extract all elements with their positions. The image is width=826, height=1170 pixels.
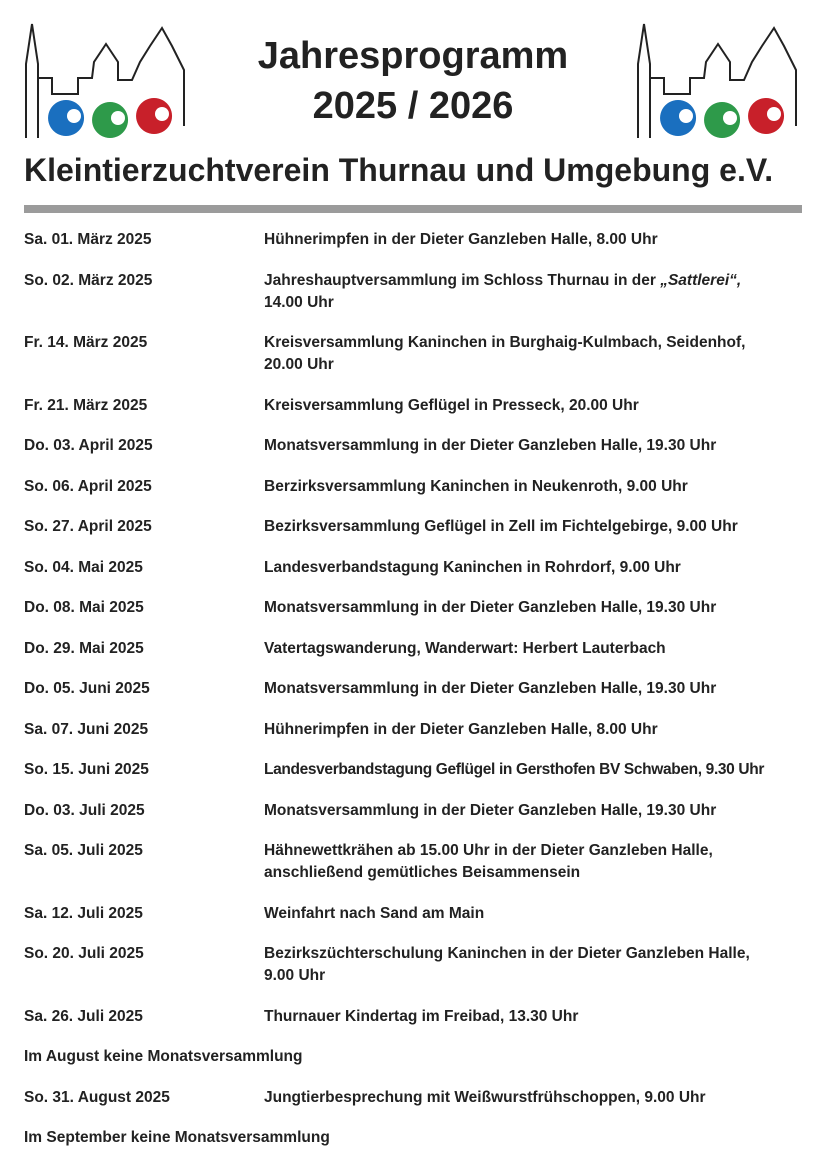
event-date: Sa. 05. Juli 2025 <box>24 842 143 859</box>
event-date: Sa. 12. Juli 2025 <box>24 904 143 922</box>
event-row <box>24 435 814 476</box>
event-description: Hühnerimpfen in der Dieter Ganzleben Halle, 8.00 Uhr <box>264 720 658 738</box>
event-row <box>24 597 814 638</box>
event-description: Bezirksversammlung Geflügel in Zell im Fichtelgebirge, 9.00 Uhr <box>264 518 738 535</box>
event-date: Do. 05. Juni 2025 <box>24 680 150 697</box>
event-date: Sa. 07. Juni 2025 <box>24 720 149 738</box>
event-description: Hühnerimpfen in der Dieter Ganzleben Halle, 8.00 Uhr <box>264 231 658 248</box>
event-description: Vatertagswanderung, Wanderwart: Herbert Lauterbach <box>264 639 666 657</box>
event-row <box>24 270 814 333</box>
event-date: Fr. 14. März 2025 <box>24 334 148 351</box>
event-row <box>24 943 814 1006</box>
event-row <box>24 719 814 760</box>
event-date: So. 04. Mai 2025 <box>24 558 143 576</box>
event-date: Do. 29. Mai 2025 <box>24 639 144 657</box>
event-row <box>24 1087 814 1128</box>
event-date: Fr. 21. März 2025 <box>24 396 148 414</box>
page-title-line1: Jahresprogramm <box>257 35 569 77</box>
event-row <box>24 800 814 841</box>
event-row <box>24 395 814 436</box>
event-description: Monatsversammlung in der Dieter Ganzleben Halle, 19.30 Uhr <box>264 437 717 454</box>
event-description: Berzirksversammlung Kaninchen in Neukenroth, 9.00 Uhr <box>264 477 688 495</box>
event-description: Jungtierbesprechung mit Weißwurstfrühschoppen, 9.00 Uhr <box>264 1088 706 1106</box>
event-row <box>24 516 814 557</box>
header-divider <box>24 205 802 213</box>
event-description: Monatsversammlung in der Dieter Ganzleben Halle, 19.30 Uhr <box>264 599 717 616</box>
event-row <box>24 840 814 903</box>
event-row <box>24 903 814 944</box>
event-description: Thurnauer Kindertag im Freibad, 13.30 Uhr <box>264 1007 579 1025</box>
event-row <box>24 476 814 517</box>
event-date: So. 15. Juni 2025 <box>24 761 149 778</box>
event-row <box>24 229 814 270</box>
event-date: Do. 08. Mai 2025 <box>24 599 144 616</box>
event-date: So. 27. April 2025 <box>24 518 152 535</box>
event-description: Kreisversammlung Geflügel in Presseck, 20.00 Uhr <box>264 396 639 414</box>
event-description: Hähnewettkrähen ab 15.00 Uhr in der Dieter Ganzleben Halle, anschließend gemütliches Beisammensein <box>264 842 713 881</box>
event-description: Monatsversammlung in der Dieter Ganzleben Halle, 19.30 Uhr <box>264 680 717 697</box>
event-description: Bezirkszüchterschulung Kaninchen in der Dieter Ganzleben Halle, 9.00 Uhr <box>264 945 750 984</box>
event-date: Sa. 26. Juli 2025 <box>24 1007 143 1025</box>
event-description: Jahreshauptversammlung im Schloss Thurnau in der „Sattlerei“, 14.00 Uhr <box>264 271 742 311</box>
event-row <box>24 557 814 598</box>
venue-name: „Sattlerei“, <box>660 271 742 289</box>
event-row <box>24 678 814 719</box>
note-text: Im August keine Monatsversammlung <box>24 1048 303 1065</box>
page-title-line2: 2025 / 2026 <box>312 85 514 127</box>
event-date: Do. 03. April 2025 <box>24 437 153 454</box>
schedule-note <box>24 1127 814 1168</box>
schedule-note <box>24 1046 814 1087</box>
club-logo-right <box>634 22 804 142</box>
event-row <box>24 638 814 679</box>
club-logo-left <box>22 22 192 142</box>
note-text: Im September keine Monatsversammlung <box>24 1129 330 1146</box>
event-date: Sa. 01. März 2025 <box>24 231 152 248</box>
event-description: Landesverbandstagung Kaninchen in Rohrdorf, 9.00 Uhr <box>264 558 681 576</box>
event-date: So. 31. August 2025 <box>24 1088 170 1106</box>
event-row <box>24 332 814 395</box>
event-row <box>24 759 814 800</box>
event-description: Kreisversammlung Kaninchen in Burghaig-Kulmbach, Seidenhof, 20.00 Uhr <box>264 334 746 373</box>
event-date: Do. 03. Juli 2025 <box>24 801 145 819</box>
event-date: So. 20. Juli 2025 <box>24 945 144 962</box>
event-description: Landesverbandstagung Geflügel in Gersthofen BV Schwaben, 9.30 Uhr <box>264 761 765 778</box>
event-description: Weinfahrt nach Sand am Main <box>264 904 485 922</box>
event-row <box>24 1006 814 1047</box>
club-name: Kleintierzuchtverein Thurnau und Umgebung e.V. <box>24 152 774 188</box>
event-schedule <box>24 229 814 1168</box>
event-date: So. 02. März 2025 <box>24 271 153 289</box>
event-date: So. 06. April 2025 <box>24 477 152 495</box>
event-description: Monatsversammlung in der Dieter Ganzleben Halle, 19.30 Uhr <box>264 801 717 819</box>
